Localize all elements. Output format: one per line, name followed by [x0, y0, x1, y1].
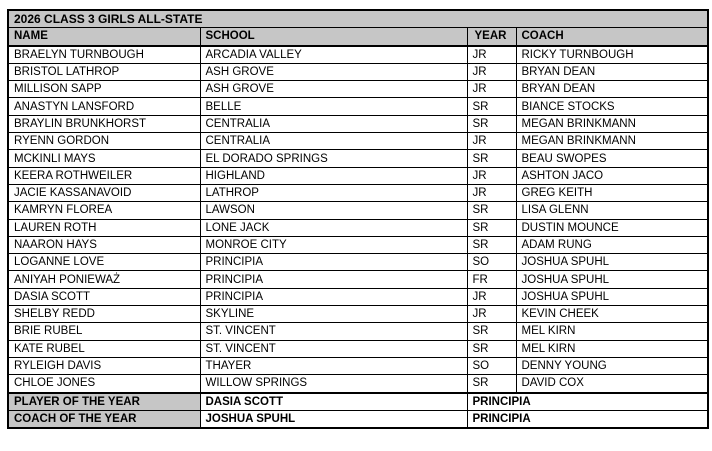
cell-year: JR	[467, 81, 516, 98]
cell-coach: KEVIN CHEEK	[516, 306, 708, 323]
cell-coach: JOSHUA SPUHL	[516, 288, 708, 305]
cell-coach: ASHTON JACO	[516, 167, 708, 184]
cell-school: PRINCIPIA	[200, 271, 467, 288]
col-header-name: NAME	[8, 28, 200, 46]
cell-coach: MEL KIRN	[516, 340, 708, 357]
cell-school: HIGHLAND	[200, 167, 467, 184]
column-header-row	[8, 28, 708, 46]
cell-school: LONE JACK	[200, 219, 467, 236]
cell-coach: JOSHUA SPUHL	[516, 254, 708, 271]
cell-school: WILLOW SPRINGS	[200, 375, 467, 393]
cell-year: SR	[467, 323, 516, 340]
table-row	[8, 98, 708, 115]
table-row	[8, 254, 708, 271]
table-row	[8, 202, 708, 219]
cell-coach: LISA GLENN	[516, 202, 708, 219]
cell-year: JR	[467, 167, 516, 184]
table-row	[8, 63, 708, 80]
cell-coach: JOSHUA SPUHL	[516, 271, 708, 288]
cell-year: JR	[467, 184, 516, 201]
table-row	[8, 167, 708, 184]
cell-school: PRINCIPIA	[200, 254, 467, 271]
cell-school: ASH GROVE	[200, 63, 467, 80]
col-header-year: YEAR	[467, 28, 516, 46]
cell-year: JR	[467, 46, 516, 64]
table-row	[8, 271, 708, 288]
col-header-school: SCHOOL	[200, 28, 467, 46]
cell-name: BRISTOL LATHROP	[8, 63, 200, 80]
table-row	[8, 375, 708, 393]
cell-name: JACIE KASSANAVOID	[8, 184, 200, 201]
cell-coach: MEL KIRN	[516, 323, 708, 340]
cell-school: LAWSON	[200, 202, 467, 219]
cell-name: BRAELYN TURNBOUGH	[8, 46, 200, 64]
cell-coach: ADAM RUNG	[516, 236, 708, 253]
players-body	[8, 46, 708, 393]
cell-coach: RICKY TURNBOUGH	[516, 46, 708, 64]
cell-name: CHLOE JONES	[8, 375, 200, 393]
cell-school: CENTRALIA	[200, 115, 467, 132]
title-row	[8, 10, 708, 28]
cell-year: JR	[467, 288, 516, 305]
cell-year: SO	[467, 254, 516, 271]
cell-name: RYENN GORDON	[8, 133, 200, 150]
cell-name: ANIYAH PONIEWAŻ	[8, 271, 200, 288]
all-state-table	[7, 9, 709, 429]
award-label: COACH OF THE YEAR	[8, 410, 200, 428]
award-school: PRINCIPIA	[467, 393, 708, 411]
cell-year: SO	[467, 357, 516, 374]
cell-coach: GREG KEITH	[516, 184, 708, 201]
cell-coach: BEAU SWOPES	[516, 150, 708, 167]
cell-year: SR	[467, 340, 516, 357]
cell-school: ST. VINCENT	[200, 323, 467, 340]
cell-school: SKYLINE	[200, 306, 467, 323]
table-title: 2026 CLASS 3 GIRLS ALL-STATE	[8, 10, 708, 28]
award-row	[8, 410, 708, 428]
cell-year: JR	[467, 133, 516, 150]
cell-school: LATHROP	[200, 184, 467, 201]
cell-year: SR	[467, 375, 516, 393]
cell-coach: MEGAN BRINKMANN	[516, 133, 708, 150]
award-winner: JOSHUA SPUHL	[200, 410, 467, 428]
cell-coach: BRYAN DEAN	[516, 63, 708, 80]
cell-name: KEERA ROTHWEILER	[8, 167, 200, 184]
table-row	[8, 184, 708, 201]
col-header-coach: COACH	[516, 28, 708, 46]
table-row	[8, 288, 708, 305]
cell-school: ASH GROVE	[200, 81, 467, 98]
cell-coach: BRYAN DEAN	[516, 81, 708, 98]
cell-coach: MEGAN BRINKMANN	[516, 115, 708, 132]
cell-name: KAMRYN FLOREA	[8, 202, 200, 219]
cell-year: SR	[467, 219, 516, 236]
cell-name: BRIE RUBEL	[8, 323, 200, 340]
table-row	[8, 357, 708, 374]
cell-name: DASIA SCOTT	[8, 288, 200, 305]
table-row	[8, 306, 708, 323]
award-school: PRINCIPIA	[467, 410, 708, 428]
table-row	[8, 150, 708, 167]
award-winner: DASIA SCOTT	[200, 393, 467, 411]
cell-name: MCKINLI MAYS	[8, 150, 200, 167]
cell-name: LOGANNE LOVE	[8, 254, 200, 271]
table-row	[8, 219, 708, 236]
cell-school: CENTRALIA	[200, 133, 467, 150]
table-row	[8, 340, 708, 357]
cell-name: ANASTYN LANSFORD	[8, 98, 200, 115]
cell-name: RYLEIGH DAVIS	[8, 357, 200, 374]
awards-body	[8, 393, 708, 429]
cell-coach: DUSTIN MOUNCE	[516, 219, 708, 236]
cell-year: SR	[467, 236, 516, 253]
table-row	[8, 133, 708, 150]
cell-school: MONROE CITY	[200, 236, 467, 253]
cell-name: LAUREN ROTH	[8, 219, 200, 236]
table-row	[8, 115, 708, 132]
cell-school: BELLE	[200, 98, 467, 115]
cell-year: JR	[467, 63, 516, 80]
cell-coach: BIANCE STOCKS	[516, 98, 708, 115]
cell-name: MILLISON SAPP	[8, 81, 200, 98]
cell-coach: DENNY YOUNG	[516, 357, 708, 374]
cell-year: SR	[467, 115, 516, 132]
cell-school: ST. VINCENT	[200, 340, 467, 357]
cell-school: ARCADIA VALLEY	[200, 46, 467, 64]
cell-year: SR	[467, 150, 516, 167]
cell-year: SR	[467, 98, 516, 115]
all-state-table-container	[7, 9, 709, 429]
cell-name: KATE RUBEL	[8, 340, 200, 357]
table-row	[8, 46, 708, 64]
cell-year: SR	[467, 202, 516, 219]
cell-name: BRAYLIN BRUNKHORST	[8, 115, 200, 132]
cell-coach: DAVID COX	[516, 375, 708, 393]
cell-name: SHELBY REDD	[8, 306, 200, 323]
award-label: PLAYER OF THE YEAR	[8, 393, 200, 411]
cell-year: FR	[467, 271, 516, 288]
table-row	[8, 323, 708, 340]
award-row	[8, 393, 708, 411]
cell-name: NAARON HAYS	[8, 236, 200, 253]
table-row	[8, 236, 708, 253]
cell-school: THAYER	[200, 357, 467, 374]
cell-school: PRINCIPIA	[200, 288, 467, 305]
table-row	[8, 81, 708, 98]
cell-year: JR	[467, 306, 516, 323]
cell-school: EL DORADO SPRINGS	[200, 150, 467, 167]
